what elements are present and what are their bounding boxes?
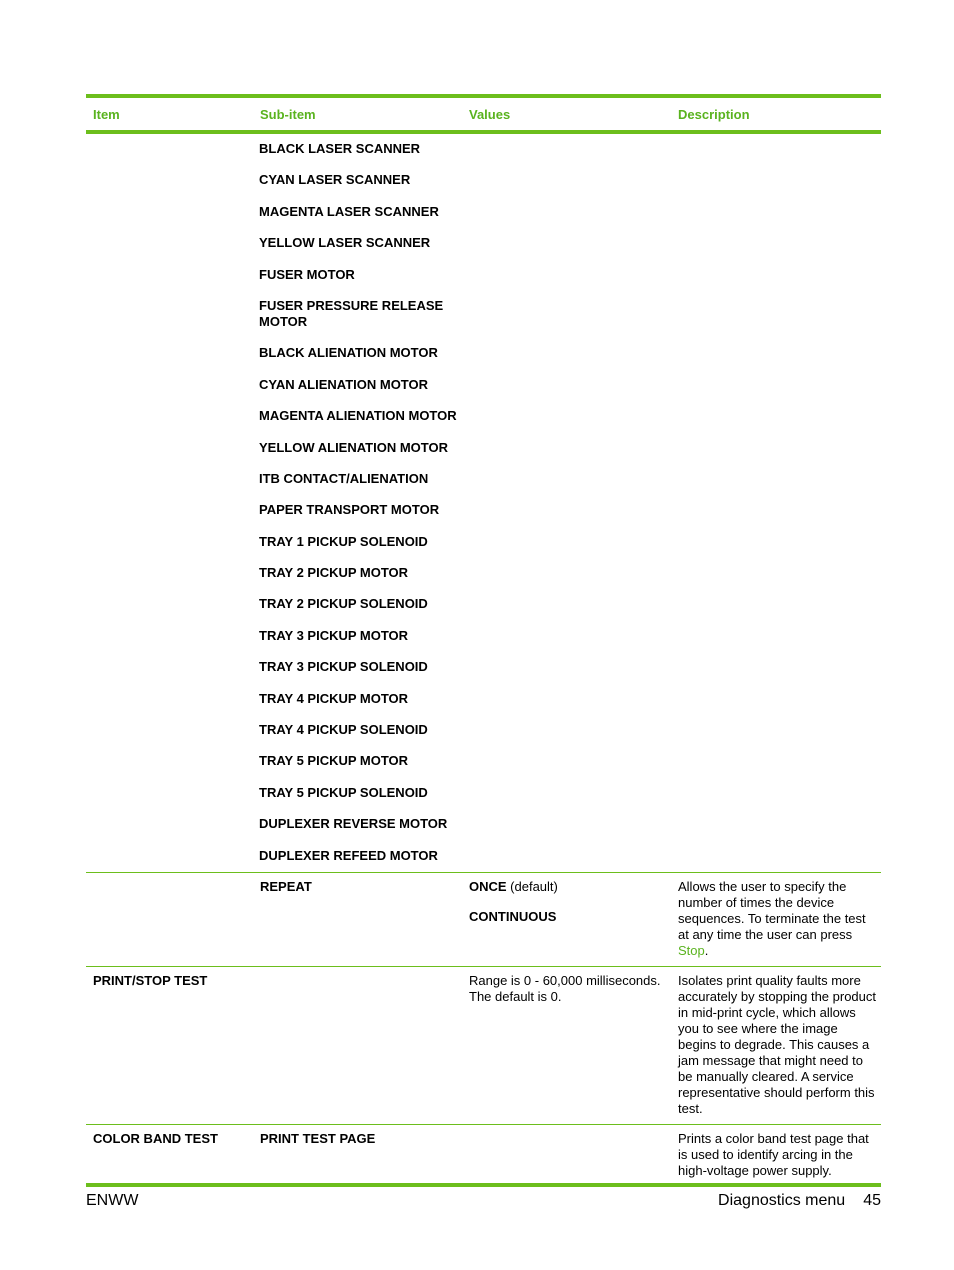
repeat-description-text: Allows the user to specify the number of times the device sequences. To terminate the test at any time the user can press: [678, 878, 866, 942]
subitem: TRAY 3 PICKUP SOLENOID: [259, 659, 428, 675]
footer-right: [718, 1192, 881, 1210]
print-stop-subitem-cell: [253, 967, 462, 1124]
table-header-row: [86, 98, 881, 130]
footer-section: Diagnostics menu: [718, 1192, 846, 1209]
subitem: BLACK LASER SCANNER: [259, 141, 421, 156]
subitem: TRAY 2 PICKUP MOTOR: [259, 565, 409, 581]
subitem: MAGENTA ALIENATION MOTOR: [259, 408, 457, 424]
subitem: CYAN LASER SCANNER: [259, 172, 411, 188]
subitem: YELLOW ALIENATION MOTOR: [259, 439, 448, 455]
subitem: ITB CONTACT/ALIENATION: [259, 470, 429, 486]
table-bottom-rule: [86, 1183, 881, 1187]
value-once: ONCE: [469, 878, 507, 894]
subitem: BLACK ALIENATION MOTOR: [259, 345, 438, 361]
subitem: TRAY 3 PICKUP MOTOR: [259, 627, 409, 643]
subitem: TRAY 5 PICKUP SOLENOID: [259, 784, 428, 800]
header-values: Values: [469, 106, 511, 122]
repeat-description: [671, 873, 881, 966]
table-row-repeat: [86, 872, 881, 966]
table-row-print-stop: [86, 966, 881, 1124]
header-description: Description: [678, 106, 750, 122]
repeat-description-end: .: [704, 942, 709, 958]
page-footer: [86, 1192, 881, 1210]
page-number: 45: [863, 1192, 881, 1209]
color-band-values-cell: [462, 1125, 671, 1183]
subitem: YELLOW LASER SCANNER: [259, 235, 431, 251]
subitem: PAPER TRANSPORT MOTOR: [259, 502, 440, 518]
repeat-value-once: [469, 879, 671, 895]
subitem: TRAY 2 PICKUP SOLENOID: [259, 596, 428, 612]
subitem: FUSER PRESSURE RELEASE MOTOR: [259, 297, 444, 329]
print-stop-item: PRINT/STOP TEST: [93, 972, 208, 988]
subitem: TRAY 4 PICKUP MOTOR: [259, 690, 409, 706]
subitem: FUSER MOTOR: [259, 266, 355, 282]
table-row-color-band: [86, 1124, 881, 1183]
repeat-subitem: REPEAT: [260, 878, 312, 894]
print-stop-values: Range is 0 - 60,000 milliseconds. The default is 0.: [469, 972, 661, 1004]
repeat-value-continuous: CONTINUOUS: [469, 908, 557, 924]
header-item: Item: [93, 106, 120, 122]
subitem: TRAY 4 PICKUP SOLENOID: [259, 722, 428, 738]
diagnostics-table: [86, 94, 881, 1187]
subitem: CYAN ALIENATION MOTOR: [259, 376, 429, 392]
color-band-item: COLOR BAND TEST: [93, 1130, 218, 1146]
print-stop-description: Isolates print quality faults more accurately by stopping the product in mid-print cycle, which allows you to see where the image begins to degrade. This causes a jam message that might need to be manually cleared. A service representative should perform this test.: [678, 972, 877, 1116]
header-subitem: Sub-item: [260, 106, 316, 122]
subitem: MAGENTA LASER SCANNER: [259, 203, 439, 219]
stop-link[interactable]: Stop: [678, 942, 705, 958]
footer-left: ENWW: [86, 1192, 139, 1209]
subitem: DUPLEXER REVERSE MOTOR: [259, 816, 448, 832]
subitem: DUPLEXER REFEED MOTOR: [259, 847, 438, 863]
repeat-item-cell: [86, 873, 253, 966]
value-once-default: (default): [506, 878, 558, 894]
subitem: TRAY 1 PICKUP SOLENOID: [259, 533, 428, 549]
repeat-values: [462, 873, 671, 966]
color-band-description: Prints a color band test page that is used to identify arcing in the high-voltage power supply.: [678, 1130, 869, 1178]
subitem: TRAY 5 PICKUP MOTOR: [259, 753, 409, 769]
color-band-subitem: PRINT TEST PAGE: [260, 1130, 376, 1146]
subitem-list: [86, 134, 881, 864]
